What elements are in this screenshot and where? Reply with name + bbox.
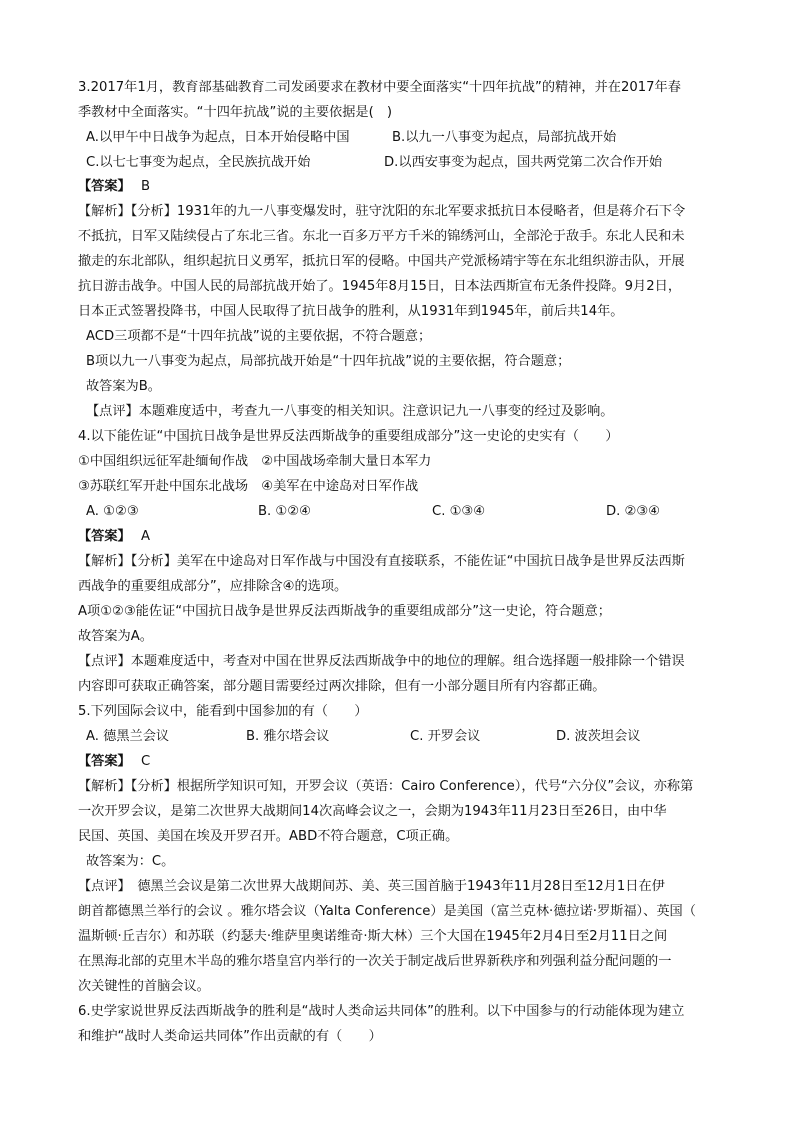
q4-comment-line-2: 内容即可获取正确答案，部分题目需要经过两次排除，但有一小部分题目所有内容都正确。: [78, 679, 606, 694]
q4-analysis-line-2: 西战争的重要组成部分”，应排除含④的选项。: [78, 579, 348, 594]
q3-option-c: C.以七七事变为起点，全民族抗战开始: [86, 155, 311, 170]
q4-analysis-line-3: A项①②③能佐证“中国抗日战争是世界反法西斯战争的重要组成部分”这一史论，符合题意；: [78, 604, 611, 619]
q6-stem-line-1: 6.史学家说世界反法西斯战争的胜利是“战时人类命运共同体”的胜利。以下中国参与的行动能体现为建立: [78, 1004, 685, 1019]
q3-answer-value: B: [140, 179, 151, 194]
q3-analysis-line-7: B项以九一八事变为起点，局部抗战开始是“十四年抗战”说的主要依据，符合题意；: [86, 354, 571, 369]
q4-option-d: D. ②③④: [606, 504, 661, 519]
q5-analysis-line-2: 一次开罗会议，是第二次世界大战期间14次高峰会议之一，会期为1943年11月23日至26日，由中华: [78, 804, 667, 819]
q4-analysis-line-4: 故答案为A。: [78, 629, 153, 644]
q5-comment-line-5: 次关键性的首脑会议。: [78, 979, 210, 994]
q3-answer-label: 【答案】: [78, 179, 131, 194]
q5-answer: [78, 753, 150, 771]
q5-comment-line-4: 在黑海北部的克里木半岛的雅尔塔皇宫内举行的一次关于制定战后世界新秩序和列强利益分配问题的一: [78, 954, 672, 969]
q4-comment-line-1: 【点评】本题难度适中，考查对中国在世界反法西斯战争中的地位的理解。组合选择题一般排除一个错误: [78, 654, 685, 669]
q4-answer: [78, 528, 150, 546]
q5-comment-line-3: 温斯顿·丘吉尔）和苏联（约瑟夫·维萨里奥诺维奇·斯大林）三个大国在1945年2月4日至2月11日之间: [78, 929, 668, 944]
q4-option-a: A. ①②③: [86, 504, 139, 519]
q5-analysis-line-4: 故答案为：C。: [86, 854, 175, 869]
q3-analysis-line-4: 抗日游击战争。中国人民的局部抗战开始了。1945年8月15日，日本法西斯宣布无条件投降。9月2日，: [78, 279, 682, 294]
q3-comment: 【点评】本题难度适中，考查九一八事变的相关知识。注意识记九一八事变的经过及影响。: [86, 404, 614, 419]
q4-option-b: B. ①②④: [258, 504, 311, 519]
q4-stem: 4.以下能佐证“中国抗日战争是世界反法西斯战争的重要组成部分”这一史论的史实有（ ）: [78, 429, 619, 444]
q5-answer-value: C: [140, 754, 151, 769]
q5-answer-label: 【答案】: [78, 754, 131, 769]
q4-analysis-line-1: 【解析】【分析】美军在中途岛对日军作战与中国没有直接联系，不能佐证“中国抗日战争是世界反法西斯: [78, 554, 685, 569]
q3-analysis-line-1: 【解析】【分析】1931年的九一八事变爆发时，驻守沈阳的东北军要求抵抗日本侵略者，但是蒋介石下令: [78, 204, 686, 219]
q5-comment-line-2: 朗首都德黑兰举行的会议 。雅尔塔会议（Yalta Conference）是美国（富兰克林·德拉诺·罗斯福）、英国（: [78, 904, 696, 919]
q3-analysis-line-5: 日本正式签署投降书，中国人民取得了抗日战争的胜利，从1931年到1945年，前后共14年。: [78, 304, 624, 319]
q5-option-c: C. 开罗会议: [410, 729, 481, 744]
q3-analysis-line-3: 撤走的东北部队，组织起抗日义勇军，抵抗日军的侵略。中国共产党派杨靖宇等在东北组织游击队，开展: [78, 254, 685, 269]
q3-stem-line-2: 季教材中全面落实。“十四年抗战”说的主要依据是( ): [78, 105, 393, 120]
q5-stem: 5.下列国际会议中，能看到中国参加的有（ ）: [78, 704, 368, 719]
q3-option-d: D.以西安事变为起点，国共两党第二次合作开始: [384, 155, 663, 170]
q5-option-a: A. 德黑兰会议: [86, 729, 170, 744]
q3-analysis-line-6: ACD三项都不是“十四年抗战”说的主要依据，不符合题意；: [86, 329, 432, 344]
q5-comment-line-1: 【点评】 德黑兰会议是第二次世界大战期间苏、美、英三国首脑于1943年11月28日至12月1日在伊: [78, 879, 665, 894]
q3-analysis-line-2: 不抵抗，日军又陆续侵占了东北三省。东北一百多万平方千米的锦绣河山，全部沦于敌手。东北人民和未: [78, 229, 685, 244]
q3-stem-line-1: 3.2017年1月，教育部基础教育二司发函要求在教材中要全面落实“十四年抗战”的精神，并在2017年春: [78, 80, 681, 95]
q6-stem-line-2: 和维护“战时人类命运共同体”作出贡献的有（ ）: [78, 1029, 382, 1044]
q4-option-c: C. ①③④: [432, 504, 486, 519]
q3-option-a: A.以甲午中日战争为起点，日本开始侵略中国: [86, 130, 350, 145]
q3-answer: [78, 178, 150, 196]
q3-option-b: B.以九一八事变为起点，局部抗战开始: [392, 130, 617, 145]
q3-analysis-line-8: 故答案为B。: [86, 379, 161, 394]
q5-option-d: D. 波茨坦会议: [556, 729, 641, 744]
q5-analysis-line-1: 【解析】【分析】根据所学知识可知，开罗会议（英语：Cairo Conference），代号“六分仪”会议，亦称第: [78, 779, 694, 794]
q5-analysis-line-3: 民国、英国、美国在埃及开罗召开。ABD不符合题意，C项正确。: [78, 829, 459, 844]
q5-option-b: B. 雅尔塔会议: [246, 729, 330, 744]
q4-answer-label: 【答案】: [78, 529, 131, 544]
q4-statements-line-2: ③苏联红军开赴中国东北战场 ④美军在中途岛对日军作战: [78, 479, 419, 494]
q4-statements-line-1: ①中国组织远征军赴缅甸作战 ②中国战场牵制大量日本军力: [78, 454, 432, 469]
q4-answer-value: A: [140, 529, 150, 544]
